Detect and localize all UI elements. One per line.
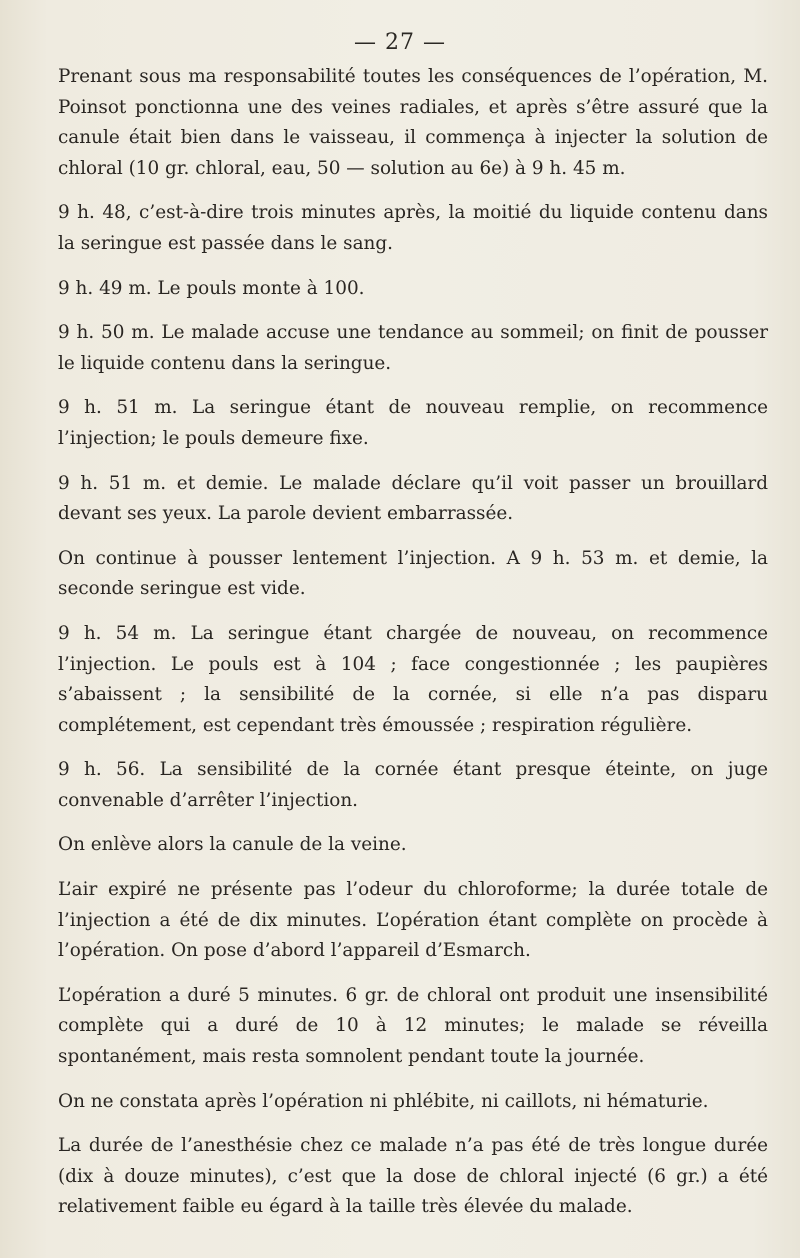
paragraph-6: 9 h. 51 m. et demie. Le malade déclare qu’il voit passer un brouillard devant ses yeux. La parole devient embarrassée. (58, 472, 768, 525)
paragraph-1: Prenant sous ma responsabilité toutes les conséquences de l’opération, M. Poinsot ponctionna une des veines radiales, et après s’être assuré que la canule était bien dans le vaisseau, il commença à injecter la solution de chloral (10 gr. chloral, eau, 50 — solution au 6e) à 9 h. 45 m. (58, 66, 768, 179)
paragraph-3: 9 h. 49 m. Le pouls monte à 100. (58, 277, 365, 299)
page-number: — 27 — (354, 30, 446, 55)
paragraph-5: 9 h. 51 m. La seringue étant de nouveau remplie, on recommence l’injection; le pouls demeure fixe. (58, 397, 768, 449)
paragraph-12: L’opération a duré 5 minutes. 6 gr. de chloral ont produit une insensibilité complète qui a duré de 10 à 12 minutes; le malade se réveilla spontanément, mais resta somnolent pendant toute la journée. (58, 984, 768, 1068)
paragraph-7: On continue à pousser lentement l’injection. A 9 h. 53 m. et demie, la seconde seringue est vide. (58, 547, 768, 600)
paragraph-10: On enlève alors la canule de la veine. (58, 834, 407, 856)
paragraph-13: On ne constata après l’opération ni phlébite, ni caillots, ni hématurie. (58, 1090, 709, 1112)
paragraph-11: L’air expiré ne présente pas l’odeur du chloroforme; la durée totale de l’injection a été de dix minutes. L’opération étant complète on procède à l’opération. On pose d’abord l’appareil d’Esmarch. (58, 879, 768, 962)
body-text (58, 62, 768, 1237)
paragraph-14: La durée de l’anesthésie chez ce malade n’a pas été de très longue durée (dix à douze minutes), c’est que la dose de chloral injecté (6 gr.) a été relativement faible eu égard à la taille très élevée du malade. (58, 1135, 768, 1218)
paragraph-2: 9 h. 48, c’est-à-dire trois minutes après, la moitié du liquide contenu dans la seringue est passée dans le sang. (58, 202, 768, 254)
paragraph-4: 9 h. 50 m. Le malade accuse une tendance au sommeil; on finit de pousser le liquide contenu dans la seringue. (58, 322, 768, 374)
paragraph-9: 9 h. 56. La sensibilité de la cornée étant presque éteinte, on juge convenable d’arrêter l’injection. (58, 759, 768, 811)
paragraph-8: 9 h. 54 m. La seringue étant chargée de nouveau, on recommence l’injection. Le pouls est à 104 ; face congestionnée ; les paupières s’abaissent ; la sensibilité de la cornée, si elle n’a pas disparu complétement, est cependant très émoussée ; respiration régulière. (58, 622, 768, 736)
